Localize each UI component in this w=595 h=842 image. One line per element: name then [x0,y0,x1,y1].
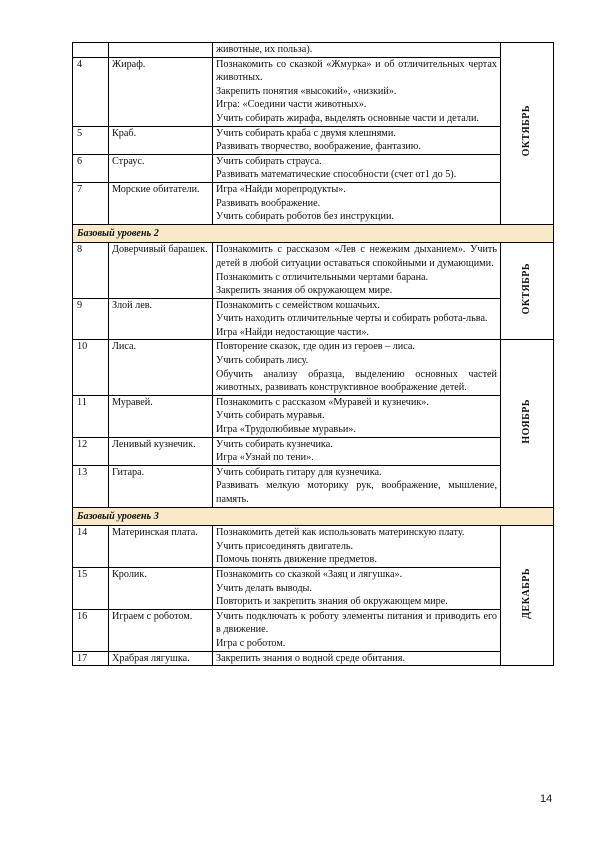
lesson-tasks [213,609,501,651]
lesson-topic: Жираф. [109,57,213,126]
month-label: ОКТЯБРЬ [521,263,533,315]
month-cell [501,43,554,225]
lesson-tasks [213,57,501,126]
lesson-number: 14 [73,526,109,568]
task-line: Учить собирать роботов без инструкции. [216,211,394,223]
month-label: НОЯБРЬ [521,398,533,444]
lesson-tasks [213,298,501,340]
lesson-tasks [213,182,501,224]
task-line: Игра «Найди недостающие части». [216,326,369,338]
month-cell [501,340,554,507]
task-line: Игра «Узнай по тени». [216,452,314,464]
table-row [73,395,554,437]
lesson-tasks [213,567,501,609]
lesson-number: 5 [73,126,109,154]
task-line: Закрепить понятия «высокий», «низкий». [216,85,397,97]
task-line: Учить подключать к роботу элементы питания и приводить его в движение. [216,610,497,636]
table-row [73,437,554,465]
month-cell [501,526,554,666]
task-line: Развивать мелкую моторику рук, воображение, мышление, память. [216,480,497,505]
month-label: ОКТЯБРЬ [521,105,533,157]
section-row [73,507,554,526]
task-line: Повторить и закрепить знания об окружающем мире. [216,596,448,608]
task-line: Повторение сказок, где один из героев – лиса. [216,341,415,353]
lesson-topic: Кролик. [109,567,213,609]
lesson-tasks [213,126,501,154]
table-row [73,526,554,568]
lesson-topic: Лиса. [109,340,213,395]
task-line: Учить собирать лису. [216,355,309,367]
task-line: Закрепить знания об окружающем мире. [216,285,393,297]
table-row [73,43,554,58]
section-title: Базовый уровень 2 [73,224,554,243]
task-line: Развивать воображение. [216,197,321,209]
task-line: Учить собирать страуса. [216,155,322,167]
lesson-tasks [213,154,501,182]
task-line: Помочь понять движение предметов. [216,554,377,566]
lesson-tasks [213,465,501,507]
lesson-number: 10 [73,340,109,395]
task-line: Познакомить со сказкой «Заяц и лягушка». [216,568,403,580]
task-line: Развивать математические способности (счет от1 до 5). [216,169,457,181]
lesson-number: 8 [73,243,109,298]
task-line: Учить присоединять двигатель. [216,540,354,552]
table-row [73,465,554,507]
table-row [73,182,554,224]
task-line: Обучить анализу образца, выделению основных частей животных, развивать конструктивное воображение детей. [216,368,497,394]
task-line: Игра «Найди морепродукты». [216,183,346,195]
lesson-number: 11 [73,395,109,437]
task-line: Учить находить отличительные черты и собирать робота-льва. [216,313,488,325]
lesson-number: 9 [73,298,109,340]
table-row [73,567,554,609]
lesson-number: 12 [73,437,109,465]
task-line: Учить собирать муравья. [216,410,325,422]
table-row [73,57,554,126]
lesson-tasks [213,243,501,298]
lesson-number [73,43,109,58]
task-line: Закрепить знания о водной среде обитания. [216,652,406,664]
lesson-tasks [213,340,501,395]
lesson-tasks [213,437,501,465]
table-row [73,243,554,298]
task-line: Познакомить с семейством кошачьих. [216,299,380,311]
lesson-plan-table [72,42,554,666]
task-line: Познакомить детей как использовать материнскую плату. [216,527,465,539]
lesson-topic: Гитара. [109,465,213,507]
task-line: Познакомить со сказкой «Жмурка» и об отличительных чертах животных. [216,58,497,84]
page-number: 14 [540,793,553,805]
lesson-tasks [213,395,501,437]
table-row [73,154,554,182]
lesson-topic: Ленивый кузнечик. [109,437,213,465]
task-line: животные, их польза). [216,44,313,55]
task-line: Учить собирать гитару для кузнечика. [216,466,382,478]
table-row [73,609,554,651]
month-cell [501,243,554,340]
lesson-tasks [213,43,501,58]
lesson-topic: Морские обитатели. [109,182,213,224]
task-line: Познакомить с отличительными чертами барана. [216,271,429,283]
lesson-tasks [213,651,501,666]
lesson-number: 16 [73,609,109,651]
task-line: Учить собирать кузнечика. [216,438,333,450]
lesson-topic: Злой лев. [109,298,213,340]
lesson-topic: Материнская плата. [109,526,213,568]
lesson-topic [109,43,213,58]
section-row [73,224,554,243]
table-row [73,651,554,666]
lesson-number: 13 [73,465,109,507]
lesson-topic: Краб. [109,126,213,154]
month-label: ДЕКАБРЬ [521,567,533,619]
lesson-number: 4 [73,57,109,126]
table-row [73,340,554,395]
table-row [73,126,554,154]
lesson-topic: Доверчивый барашек. [109,243,213,298]
lesson-number: 15 [73,567,109,609]
task-line: Игра: «Соедини части животных». [216,99,367,111]
task-line: Игра «Трудолюбивые муравьи». [216,424,356,436]
lesson-topic: Страус. [109,154,213,182]
lesson-topic: Играем с роботом. [109,609,213,651]
task-line: Познакомить с рассказом «Муравей и кузнечик». [216,396,429,408]
lesson-number: 7 [73,182,109,224]
lesson-topic: Храбрая лягушка. [109,651,213,666]
lesson-topic: Муравей. [109,395,213,437]
task-line: Игра с роботом. [216,637,286,649]
task-line: Учить собирать жирафа, выделять основные части и детали. [216,112,479,124]
task-line: Учить делать выводы. [216,582,312,594]
lesson-tasks [213,526,501,568]
task-line: Развивать творчество, воображение, фантазию. [216,141,421,153]
lesson-number: 17 [73,651,109,666]
section-title: Базовый уровень 3 [73,507,554,526]
lesson-number: 6 [73,154,109,182]
table-row [73,298,554,340]
task-line: Учить собирать краба с двумя клешнями. [216,127,396,139]
task-line: Познакомить с рассказом «Лев с нежежим дыханием». Учить детей в любой ситуации оставаться спокойными и думающими. [216,244,497,269]
